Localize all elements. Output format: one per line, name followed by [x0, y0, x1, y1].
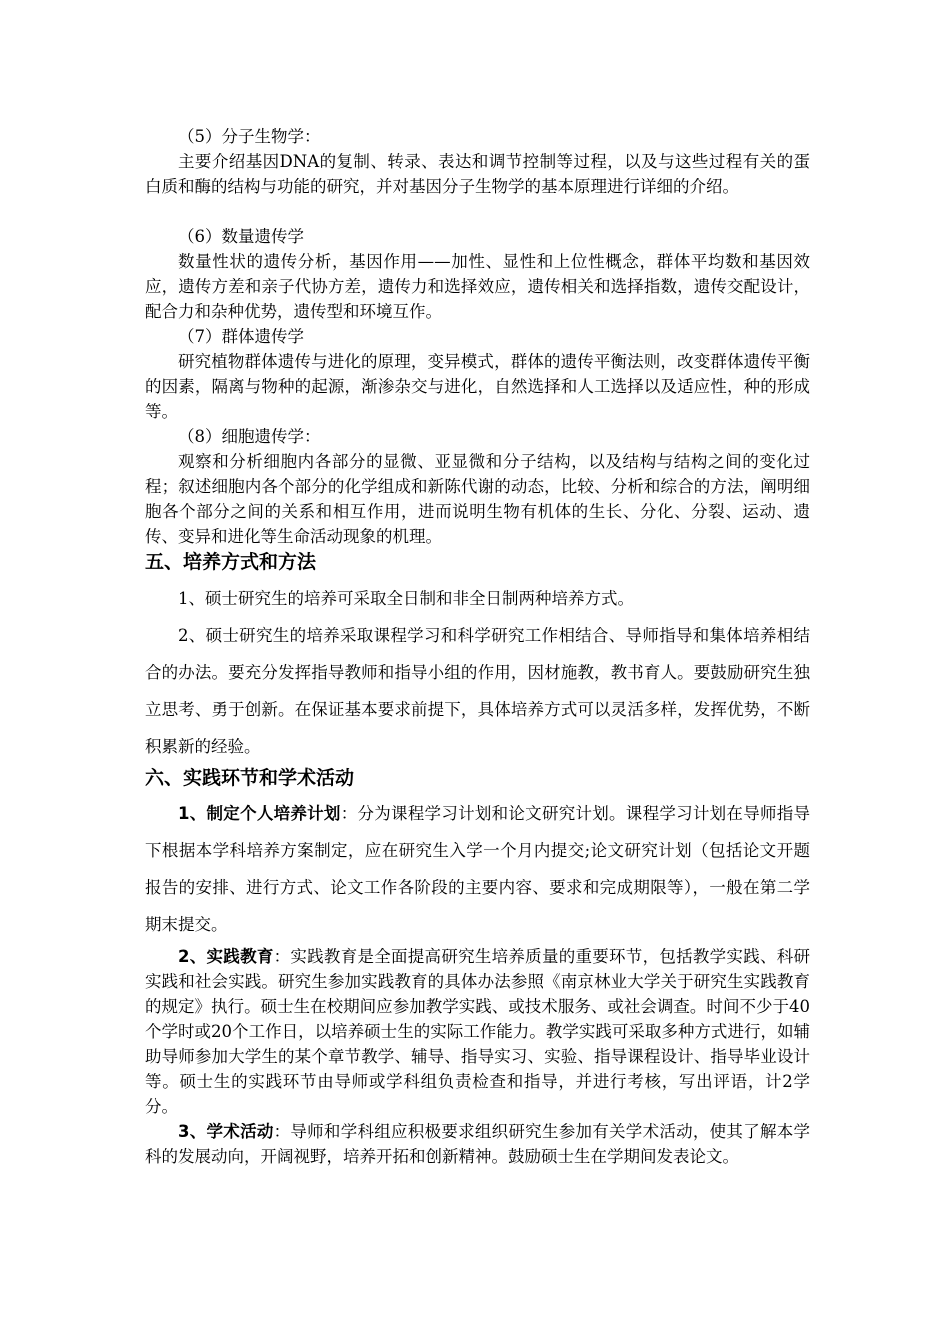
section-5-title: （5）分子生物学： — [178, 127, 321, 146]
section-7-title: （7）群体遗传学 — [178, 327, 304, 346]
paragraph-6-2-text: ：实践教育是全面提高研究生培养质量的重要环节，包括教学实践、科研实践和社会实践。研究生参加实践教育的具体办法参照《南京林业大学关于研究生实践教育的规定》执行。硕士生在校期间应参加教学实践、或技术服务、或社会调查。时间不少于40个学时或20个工作日，以培养硕士生的实际工作能力。教学实践可采取多种方式进行，如辅助导师参加大学生的某个章节教学、辅导、指导实习、实验、指导课程设计、指导毕业设计等。硕士生的实践环节由导师或学科组负责检查和指导，并进行考核，写出评语，计2学分。 — [145, 947, 811, 1116]
section-6-body: 数量性状的遗传分析，基因作用——加性、显性和上位性概念，群体平均数和基因效应，遗传方差和亲子代协方差，遗传力和选择效应，遗传相关和选择指数，遗传交配设计，配合力和杂种优势，遗传型和环境互作。 — [145, 252, 810, 321]
paragraph-6-2-label: 2、实践教育 — [178, 947, 274, 966]
paragraph-6-3-label: 3、学术活动 — [178, 1122, 274, 1141]
section-7-body: 研究植物群体遗传与进化的原理，变异模式，群体的遗传平衡法则，改变群体遗传平衡的因素，隔离与物种的起源，渐渗杂交与进化，自然选择和人工选择以及适应性，种的形成等。 — [145, 352, 810, 421]
paragraph-6-1-label: 1、制定个人培养计划 — [178, 804, 341, 823]
paragraph-6-1-text: ：分为课程学习计划和论文研究计划。课程学习计划在导师指导下根据本学科培养方案制定，应在研究生入学一个月内提交;论文研究计划（包括论文开题报告的安排、进行方式、论文工作各阶段的主要内容、要求和完成期限等），一般在第二学期末提交。 — [145, 804, 811, 934]
section-5-body: 主要介绍基因DNA的复制、转录、表达和调节控制等过程，以及与这些过程有关的蛋白质和酶的结构与功能的研究，并对基因分子生物学的基本原理进行详细的介绍。 — [145, 152, 810, 196]
paragraph-6-1 — [145, 795, 810, 943]
heading-practice-activities: 六、实践环节和学术活动 — [145, 767, 355, 789]
section-8-title: （8）细胞遗传学： — [178, 427, 321, 446]
paragraph-5-2: 2、硕士研究生的培养采取课程学习和科学研究工作相结合、导师指导和集体培养相结合的办法。要充分发挥指导教师和指导小组的作用，因材施教，教书育人。要鼓励研究生独立思考、勇于创新。在保证基本要求前提下，具体培养方式可以灵活多样，发挥优势，不断积累新的经验。 — [145, 626, 810, 756]
paragraph-6-2 — [145, 944, 810, 1119]
paragraph-6-3-text: ：导师和学科组应积极要求组织研究生参加有关学术活动，使其了解本学科的发展动向，开阔视野，培养开拓和创新精神。鼓励硕士生在学期间发表论文。 — [145, 1122, 811, 1166]
paragraph-6-3 — [145, 1119, 810, 1169]
section-8-body: 观察和分析细胞内各部分的显微、亚显微和分子结构，以及结构与结构之间的变化过程；叙述细胞内各个部分的化学组成和新陈代谢的动态，比较、分析和综合的方法，阐明细胞各个部分之间的关系和相互作用，进而说明生物有机体的生长、分化、分裂、运动、遗传、变异和进化等生命活动现象的机理。 — [145, 452, 810, 546]
paragraph-5-1: 1、硕士研究生的培养可采取全日制和非全日制两种培养方式。 — [178, 589, 634, 608]
heading-training-methods: 五、培养方式和方法 — [145, 551, 317, 573]
section-6-title: （6）数量遗传学 — [178, 227, 304, 246]
